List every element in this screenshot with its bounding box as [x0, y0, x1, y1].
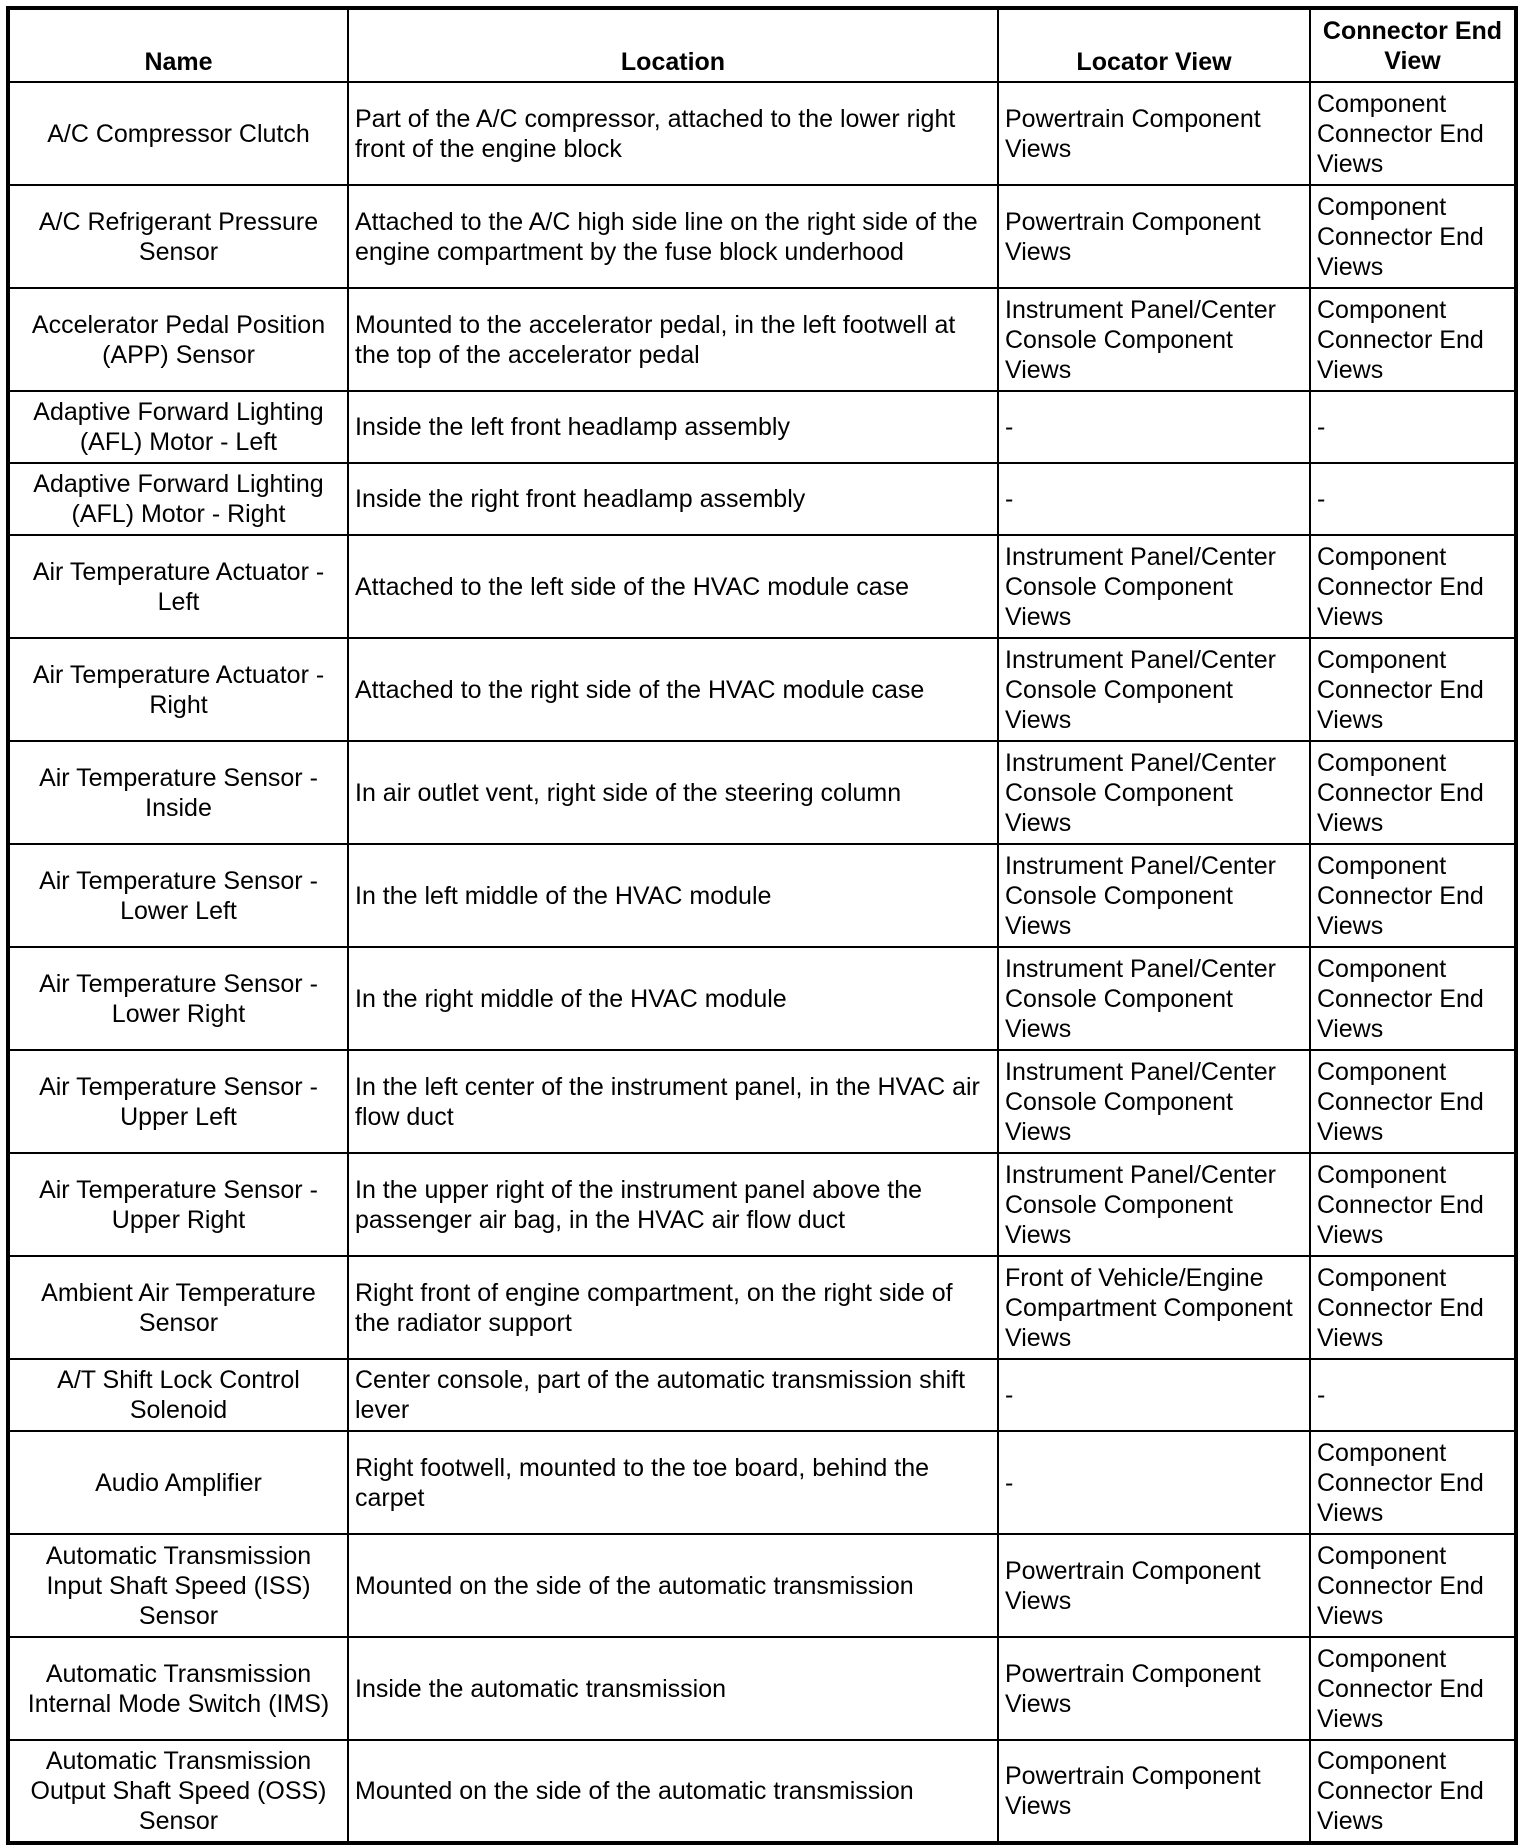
table-row — [8, 391, 1516, 463]
cell-name: Audio Amplifier — [8, 1431, 348, 1534]
cell-connector-end-view: Component Connector End Views — [1310, 741, 1516, 844]
table-row — [8, 288, 1516, 391]
cell-connector-end-view: Component Connector End Views — [1310, 1256, 1516, 1359]
cell-connector-end-view: Component Connector End Views — [1310, 1050, 1516, 1153]
cell-locator-view: Instrument Panel/Center Console Component Views — [998, 535, 1310, 638]
cell-connector-end-view: Component Connector End Views — [1310, 82, 1516, 185]
cell-connector-end-view: Component Connector End Views — [1310, 1534, 1516, 1637]
header-locator-view: Locator View — [998, 8, 1310, 82]
cell-name: A/C Compressor Clutch — [8, 82, 348, 185]
cell-locator-view: Instrument Panel/Center Console Component Views — [998, 741, 1310, 844]
cell-name: Accelerator Pedal Position (APP) Sensor — [8, 288, 348, 391]
cell-name: Automatic Transmission Input Shaft Speed (ISS) Sensor — [8, 1534, 348, 1637]
cell-location: Center console, part of the automatic transmission shift lever — [348, 1359, 998, 1431]
header-location: Location — [348, 8, 998, 82]
cell-connector-end-view: - — [1310, 391, 1516, 463]
table-row — [8, 463, 1516, 535]
cell-name: Air Temperature Actuator - Right — [8, 638, 348, 741]
cell-location: In the left center of the instrument panel, in the HVAC air flow duct — [348, 1050, 998, 1153]
cell-connector-end-view: Component Connector End Views — [1310, 638, 1516, 741]
cell-name: Automatic Transmission Output Shaft Speed (OSS) Sensor — [8, 1740, 348, 1843]
table-row — [8, 82, 1516, 185]
cell-location: Mounted on the side of the automatic transmission — [348, 1534, 998, 1637]
table-row — [8, 1637, 1516, 1740]
cell-location: In the right middle of the HVAC module — [348, 947, 998, 1050]
cell-name: Air Temperature Sensor - Upper Left — [8, 1050, 348, 1153]
cell-name: Air Temperature Sensor - Upper Right — [8, 1153, 348, 1256]
table-row — [8, 638, 1516, 741]
cell-connector-end-view: Component Connector End Views — [1310, 1740, 1516, 1843]
cell-connector-end-view: - — [1310, 463, 1516, 535]
cell-name: Automatic Transmission Internal Mode Switch (IMS) — [8, 1637, 348, 1740]
table-row — [8, 185, 1516, 288]
cell-name: Ambient Air Temperature Sensor — [8, 1256, 348, 1359]
cell-locator-view: Instrument Panel/Center Console Component Views — [998, 638, 1310, 741]
table-row — [8, 1431, 1516, 1534]
cell-locator-view: - — [998, 463, 1310, 535]
cell-location: Attached to the left side of the HVAC module case — [348, 535, 998, 638]
cell-locator-view: Powertrain Component Views — [998, 82, 1310, 185]
table-row — [8, 1153, 1516, 1256]
table-row — [8, 741, 1516, 844]
table-row — [8, 1359, 1516, 1431]
cell-locator-view: - — [998, 391, 1310, 463]
component-locator-table — [6, 6, 1518, 1845]
cell-location: Part of the A/C compressor, attached to the lower right front of the engine block — [348, 82, 998, 185]
cell-locator-view: Instrument Panel/Center Console Component Views — [998, 288, 1310, 391]
cell-location: Inside the right front headlamp assembly — [348, 463, 998, 535]
cell-name: Adaptive Forward Lighting (AFL) Motor - Left — [8, 391, 348, 463]
cell-location: Right front of engine compartment, on the right side of the radiator support — [348, 1256, 998, 1359]
cell-locator-view: Instrument Panel/Center Console Component Views — [998, 947, 1310, 1050]
cell-name: A/C Refrigerant Pressure Sensor — [8, 185, 348, 288]
cell-locator-view: Instrument Panel/Center Console Component Views — [998, 1153, 1310, 1256]
cell-location: In air outlet vent, right side of the steering column — [348, 741, 998, 844]
cell-name: A/T Shift Lock Control Solenoid — [8, 1359, 348, 1431]
cell-location: In the upper right of the instrument panel above the passenger air bag, in the HVAC air flow duct — [348, 1153, 998, 1256]
cell-connector-end-view: Component Connector End Views — [1310, 844, 1516, 947]
cell-name: Adaptive Forward Lighting (AFL) Motor - Right — [8, 463, 348, 535]
cell-location: Inside the left front headlamp assembly — [348, 391, 998, 463]
cell-locator-view: - — [998, 1431, 1310, 1534]
table-row — [8, 947, 1516, 1050]
table-row — [8, 1534, 1516, 1637]
cell-location: Right footwell, mounted to the toe board, behind the carpet — [348, 1431, 998, 1534]
cell-locator-view: Powertrain Component Views — [998, 185, 1310, 288]
cell-connector-end-view: Component Connector End Views — [1310, 1431, 1516, 1534]
table-row — [8, 1050, 1516, 1153]
cell-location: Attached to the A/C high side line on the right side of the engine compartment by the fuse block underhood — [348, 185, 998, 288]
cell-locator-view: Powertrain Component Views — [998, 1740, 1310, 1843]
cell-connector-end-view: Component Connector End Views — [1310, 185, 1516, 288]
header-name: Name — [8, 8, 348, 82]
cell-connector-end-view: Component Connector End Views — [1310, 535, 1516, 638]
cell-name: Air Temperature Sensor - Lower Right — [8, 947, 348, 1050]
table-row — [8, 1740, 1516, 1843]
cell-location: Mounted to the accelerator pedal, in the left footwell at the top of the accelerator pedal — [348, 288, 998, 391]
cell-location: In the left middle of the HVAC module — [348, 844, 998, 947]
cell-connector-end-view: Component Connector End Views — [1310, 947, 1516, 1050]
cell-locator-view: Instrument Panel/Center Console Component Views — [998, 844, 1310, 947]
table-row — [8, 1256, 1516, 1359]
table-row — [8, 844, 1516, 947]
cell-connector-end-view: - — [1310, 1359, 1516, 1431]
cell-locator-view: Instrument Panel/Center Console Component Views — [998, 1050, 1310, 1153]
cell-connector-end-view: Component Connector End Views — [1310, 1637, 1516, 1740]
cell-name: Air Temperature Sensor - Inside — [8, 741, 348, 844]
header-row — [8, 8, 1516, 82]
cell-name: Air Temperature Sensor - Lower Left — [8, 844, 348, 947]
cell-locator-view: Powertrain Component Views — [998, 1534, 1310, 1637]
table-body — [8, 82, 1516, 1843]
cell-locator-view: - — [998, 1359, 1310, 1431]
cell-location: Mounted on the side of the automatic transmission — [348, 1740, 998, 1843]
cell-locator-view: Powertrain Component Views — [998, 1637, 1310, 1740]
cell-location: Inside the automatic transmission — [348, 1637, 998, 1740]
cell-locator-view: Front of Vehicle/Engine Compartment Component Views — [998, 1256, 1310, 1359]
cell-connector-end-view: Component Connector End Views — [1310, 288, 1516, 391]
cell-name: Air Temperature Actuator - Left — [8, 535, 348, 638]
table-row — [8, 535, 1516, 638]
header-connector-end-view: Connector End View — [1310, 8, 1516, 82]
cell-location: Attached to the right side of the HVAC module case — [348, 638, 998, 741]
cell-connector-end-view: Component Connector End Views — [1310, 1153, 1516, 1256]
